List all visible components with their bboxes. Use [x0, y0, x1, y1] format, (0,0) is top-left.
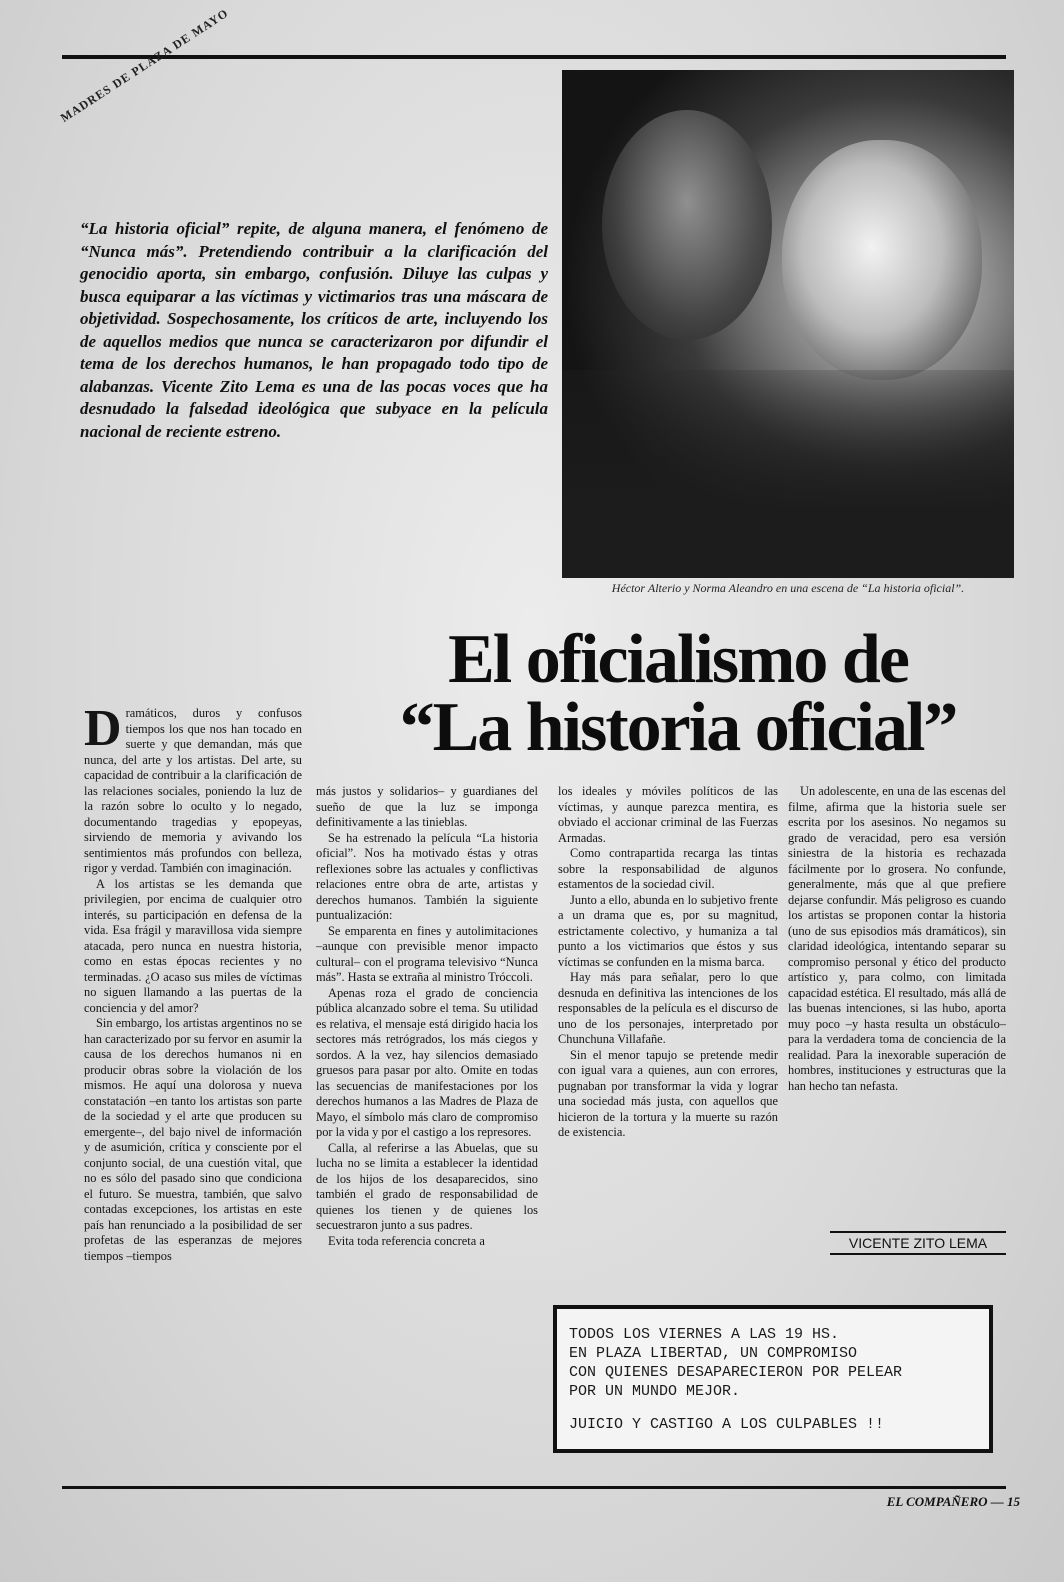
photo-shadow	[562, 370, 1014, 578]
photo-actress-face	[782, 140, 982, 380]
paragraph: más justos y solidarios– y guardianes del sueño de que la luz se imponga definitivamente a las tinieblas.	[316, 784, 538, 829]
notice-line: POR UN MUNDO MEJOR.	[569, 1383, 741, 1400]
paragraph: Apenas roza el grado de conciencia pública alcanzado sobre el tema. Su utilidad es relativa, el mensaje está dirigido hacia los sectores más retrógrados, los más ciegos y sordos. A la vez, hay silencios demasiado gruesos para pasar por alto. Omite en todas las secuencias de manifestaciones por los derechos humanos a las Madres de Plaza de Mayo, el símbolo más claro de compromiso por la vida y por el castigo a los represores.	[316, 985, 538, 1139]
paragraph: Junto a ello, abunda en lo subjetivo frente a un drama que es, por su magnitud, estrictamente colectivo, y humaniza a tal punto a los victimarios que éstos y sus víctimas se confunden en la misma barca.	[558, 892, 778, 969]
article-dek: “La historia oficial” repite, de alguna manera, el fenómeno de “Nunca más”. Pretendiendo contribuir a la clarificación del genocidio aporta, sin embargo, confusión. Diluye las culpas y busca equiparar a las víctimas y victimarios tras una máscara de objetividad. Sospechosamente, los críticos de arte, incluyendo los de aquellos medios que nunca se caracterizaron por difundir el tema de los derechos humanos, le han propagado todo tipo de alabanzas. Vicente Zito Lema es una de las pocas voces que ha desnudado la falsedad ideológica que subyace en la película nacional de reciente estreno.	[80, 219, 548, 441]
notice-line: TODOS LOS VIERNES A LAS 19 HS.	[569, 1326, 840, 1343]
notice-line: EN PLAZA LIBERTAD, UN COMPROMISO	[569, 1345, 858, 1362]
photo-caption: Héctor Alterio y Norma Aleandro en una escena de “La historia oficial”.	[611, 581, 965, 595]
notice-slogan: JUICIO Y CASTIGO A LOS CULPABLES !!	[569, 1416, 885, 1433]
notice-box	[553, 1305, 993, 1453]
headline-line-1: El oficialismo de	[448, 621, 908, 698]
paragraph: Un adolescente, en una de las escenas del filme, afirma que la historia suele ser escrita por los asesinos. No negamos su grado de veracidad, pero esa versión siniestra de la historia es rechazada fácilmente por lo grosera. No confunde, generalmente, más que al que prefiere dejarse confundir. Más peligroso es cuando los artistas se proponen contar la historia (uno de sus episodios más dramáticos), sin claridad ideológica, intentando separar su compromiso personal y ético del producto artístico y, para colmo, con limitada capacidad estética. El resultado, más allá de las buenas intenciones, si las hubo, aporta muy poco –y hasta resulta un obstáculo– para la verdadera toma de conciencia de la realidad. Para la inexorable superación de hombres, instituciones y estructuras que la han hecho tan nefasta.	[788, 784, 1006, 1093]
film-still-photo	[562, 70, 1014, 578]
section-tag: MADRES DE PLAZA DE MAYO	[57, 5, 231, 125]
byline: VICENTE ZITO LEMA	[830, 1231, 1006, 1255]
paragraph: Se emparenta en fines y autolimitaciones –aunque con previsible menor impacto cultural– con el programa televisivo “Nunca más”. Hasta se extraña al ministro Tróccoli.	[316, 923, 538, 984]
paragraph: A los artistas se les demanda que privilegien, por encima de cualquier otro interés, su participación en defensa de la vida. Esa frágil y maravillosa vida siempre atacada, pero nunca en nuestra historia, como en estas épocas recientes y no terminadas. ¿O acaso sus miles de víctimas no siguen llamando a las puertas de la conciencia y del amor?	[84, 876, 302, 1015]
paragraph: Calla, al referirse a las Abuelas, que su lucha no se limita a establecer la identidad de los hijos de los desaparecidos, sino también el grado de responsabilidad de quienes los tienen y de quienes los secuestraron junto a sus padres.	[316, 1140, 538, 1232]
headline-line-2: “La historia oficial”	[399, 689, 957, 766]
article-column-3	[558, 784, 778, 1141]
bottom-rule	[62, 1486, 1006, 1489]
footer-page-label: EL COMPAÑERO — 15	[886, 1494, 1020, 1509]
article-column-2	[316, 784, 538, 1249]
top-rule	[62, 55, 1006, 59]
paragraph: Como contrapartida recarga las tintas sobre la responsabilidad de algunos estamentos de la sociedad civil.	[558, 846, 778, 891]
headline	[328, 621, 1028, 766]
article-column-1	[84, 700, 302, 1264]
photo-actor-face	[602, 110, 772, 340]
paragraph: Sin el menor tapujo se pretende medir con igual vara a quienes, aun con errores, pugnaban por transformar la vida y lograr una sociedad más justa, con aquellos que hicieron de la tortura y la muerte su razón de existencia.	[558, 1047, 778, 1139]
notice-line: CON QUIENES DESAPARECIERON POR PELEAR	[569, 1364, 903, 1381]
notice-gap	[569, 1401, 989, 1415]
article-column-4	[788, 784, 1006, 1094]
paragraph: Evita toda referencia concreta a	[328, 1233, 485, 1248]
drop-cap: D	[84, 700, 122, 757]
paragraph: Dramáticos, duros y confusos tiempos los que nos han tocado en suerte y que demandan, más que nunca, del arte y los artistas. Del arte, su capacidad de contribuir a la clarificación de las relaciones sociales, poniendo la luz de la razón sobre lo oculto y lo negado, documentando tragedias y epopeyas, sirviendo de memoria y avivando los sentimientos más profundos con belleza, rigor y verdad. También con imaginación.	[84, 700, 302, 875]
paragraph: Sin embargo, los artistas argentinos no se han caracterizado por su fervor en asumir la causa de los derechos humanos ni en producir obras sobre la violación de los mismos. He aquí una dolorosa y nueva constatación –en tanto los artistas son parte de la sociedad y el arte que producen su emergente–, del bajo nivel de información y de asumición, crítica y consciente por el conjunto social, de una cuestión vital, que no es sólo del pasado sino que condiciona el futuro. Se muestra, también, que salvo contadas excepciones, los artistas en este país han renunciado a la posibilidad de ser profetas de las esperanzas de mejores tiempos –tiempos	[84, 1016, 302, 1263]
paragraph: Hay más para señalar, pero lo que desnuda en definitiva las intenciones de los responsables de la película es el discurso de uno de los personajes, interpretado por Chunchuna Villafañe.	[558, 970, 778, 1046]
paragraph: los ideales y móviles políticos de las víctimas, y aunque parezca mentira, es obviado el accionar criminal de las Fuerzas Armadas.	[558, 784, 778, 845]
paragraph: Se ha estrenado la película “La historia oficial”. Nos ha motivado éstas y otras reflexiones sobre las actuales y conflictivas relaciones entre obra de arte, artistas y derechos humanos. También la siguiente puntualización:	[316, 830, 538, 922]
